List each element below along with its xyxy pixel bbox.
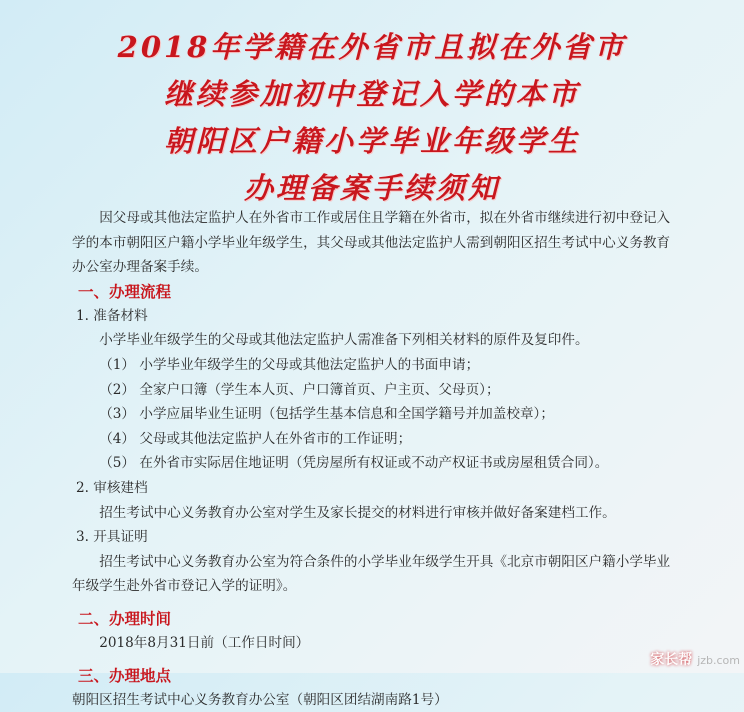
step-title-certificate: 3. 开具证明 (72, 525, 682, 550)
step-desc-certificate: 招生考试中心义务教育办公室为符合条件的小学毕业年级学生开具《北京市朝阳区户籍小学毕业年级学生赴外省市登记入学的证明》。 (72, 550, 682, 599)
step-title-review: 2. 审核建档 (72, 476, 682, 501)
section-heading-process: 一、办理流程 (72, 280, 682, 304)
step-desc-review: 招生考试中心义务教育办公室对学生及家长提交的材料进行审核并做好备案建档工作。 (72, 501, 682, 526)
step-title-prepare: 1. 准备材料 (72, 304, 682, 329)
material-item-2: （2） 全家户口簿（学生本人页、户口簿首页、户主页、父母页）； (72, 378, 682, 403)
watermark-url: jzb.com (697, 654, 740, 667)
document-body (72, 206, 682, 712)
watermark-logo (650, 649, 740, 669)
document-title (0, 24, 744, 212)
location-text: 朝阳区招生考试中心义务教育办公室（朝阳区团结湖南路1号） (72, 688, 682, 712)
title-line-1: 2018年学籍在外省市且拟在外省市 (0, 24, 744, 71)
material-item-3: （3） 小学应届毕业生证明（包括学生基本信息和全国学籍号并加盖校章）； (72, 402, 682, 427)
material-item-4: （4） 父母或其他法定监护人在外省市的工作证明； (72, 427, 682, 452)
section-heading-time: 二、办理时间 (72, 607, 682, 631)
title-line-3: 朝阳区户籍小学毕业年级学生 (0, 118, 744, 165)
material-item-1: （1） 小学毕业年级学生的父母或其他法定监护人的书面申请； (72, 353, 682, 378)
title-line-4: 办理备案手续须知 (0, 165, 744, 212)
material-item-5: （5） 在外省市实际居住地证明（凭房屋所有权证或不动产权证书或房屋租赁合同）。 (72, 451, 682, 476)
section-heading-location: 三、办理地点 (72, 664, 682, 688)
title-line-2: 继续参加初中登记入学的本市 (0, 71, 744, 118)
intro-paragraph: 因父母或其他法定监护人在外省市工作或居住且学籍在外省市，拟在外省市继续进行初中登记入学的本市朝阳区户籍小学毕业年级学生，其父母或其他法定监护人需到朝阳区招生考试中心义务教育办公室办理备案手续。 (72, 206, 682, 280)
time-text: 2018年8月31日前（工作日时间） (72, 631, 682, 656)
step-desc-prepare: 小学毕业年级学生的父母或其他法定监护人需准备下列相关材料的原件及复印件。 (72, 328, 682, 353)
watermark-brand: 家长帮 (650, 652, 692, 668)
